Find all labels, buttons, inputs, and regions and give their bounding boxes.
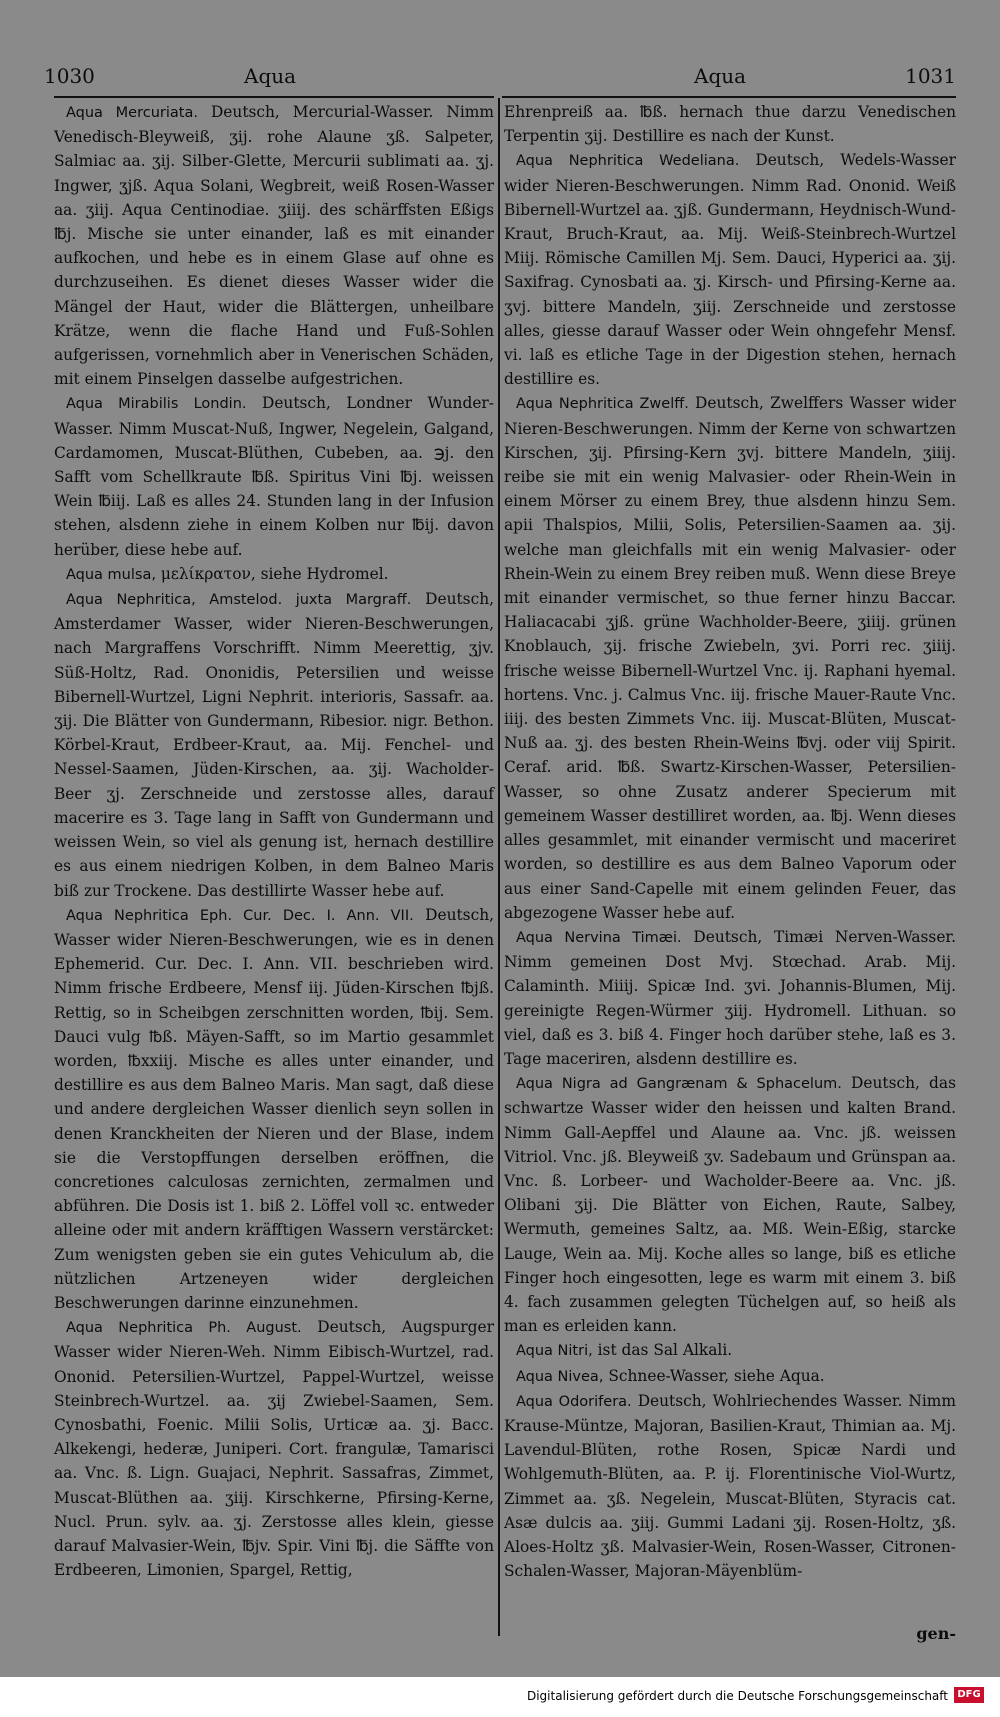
- entry-lemma: Aqua Nephritica Ph. August.: [66, 1320, 302, 1337]
- entry-text: Deutsch, Timæi Nerven-Wasser. Nimm gemeinen Dost Mvj. Stœchad. Arab. Mij. Calaminth. Miiij. Spicæ Ind. ʒvi. Johannis-Blumen, Mij. gereinigte Regen-Würmer ʒiij. Hydromell. Lithuan. so viel, daß es 3. biß 4. Finger hoch darüber stehe, laß es 3. Tage maceriren, alsdenn destillire es.: [504, 927, 956, 1068]
- header-rule-left: [54, 96, 494, 98]
- entry-lemma: Aqua Nigra ad Gangrænam & Sphacelum.: [516, 1076, 842, 1093]
- dictionary-entry: [504, 391, 956, 924]
- entry-lemma: Aqua Mirabilis Londin.: [66, 396, 247, 413]
- entry-lemma: Aqua Nephritica Eph. Cur. Dec. I. Ann. VII.: [66, 907, 414, 924]
- entry-text: Deutsch, Zwelffers Wasser wider Nieren-Beschwerungen. Nimm der Kerne von schwartzen Kirschen, ʒij. Pfirsing-Kern ʒvj. bittere Mandeln, ʒiiij. reibe sie mit ein wenig Malvasier- oder Rhein-Wein in einem Mörser zu einem Brey, thue alsdenn hinzu Sem. apii Thalspios, Milii, Solis, Petersilien-Saamen aa. ʒij. welche man gleichfalls mit ein wenig Malvasier- oder Rhein-Wein zu einem Brey reiben muß. Wenn diese Breye mit einander vermischet, so thue ferner hinzu Baccar. Haliacacabi ʒjß. grüne Wachholder-Beere, ʒiiij. grünen Knoblauch, ʒij. frische Zwiebeln, ʒvi. Porri rec. ʒiiij. frische weisse Bibernell-Wurtzel Vnc. ij. Raphani hyemal. hortens. Vnc. j. Calmus Vnc. iij. frische Mauer-Raute Vnc. iiij. des besten Zimmets Vnc. iij. Muscat-Blüten, Muscat-Nuß aa. ʒj. des besten Rhein-Weins ℔vj. oder viij Spirit. Ceraf. arid. ℔ß. Swartz-Kirschen-Wasser, Petersilien-Wasser, so ohne Zusatz anderer Specierum mit gemeinem Wasser destilliret worden, aa. ℔j. Wenn dieses alles gesammlet, mit einander vermischt und maceriret worden, so destillire es aus dem Balneo Vaporum oder aus einer Sand-Capelle mit einem gelinden Feuer, das abgezogene Wasser hebe auf.: [504, 394, 956, 922]
- dictionary-entry: [504, 1364, 956, 1389]
- dictionary-entry: [54, 903, 494, 1315]
- page-number-left: 1030: [44, 64, 95, 88]
- dictionary-entry: [504, 1389, 956, 1584]
- entry-lemma: Aqua Nivea,: [516, 1368, 604, 1385]
- dictionary-entry: [504, 925, 956, 1071]
- entry-text: Deutsch, Augspurger Wasser wider Nieren-Weh. Nimm Eibisch-Wurtzel, rad. Ononid. Petersilien-Wurtzel, Pappel-Wurtzel, weisse Steinbrech-Wurtzel. aa. ʒij Zwiebel-Saamen, Sem. Cynosbathi, Foenic. Milii Solis, Urticæ aa. ʒj. Bacc. Alkekengi, hederæ, Juniperi. Cort. frangulæ, Tamarisci aa. Vnc. ß. Lign. Guajaci, Nephrit. Sassafras, Zimmet, Muscat-Blüthen aa. ʒiij. Kirschkerne, Pfirsing-Kerne, Nucl. Prun. sylv. aa. ʒj. Zerstosse alles klein, giesse darauf Malvasier-Wein, ℔jv. Spir. Vini ℔j. die Säffte von Erdbeeren, Limonien, Spargel, Rettig,: [54, 1318, 494, 1580]
- entry-text: μελίκρατον, siehe Hydromel.: [160, 564, 389, 583]
- dictionary-entry: [504, 1338, 956, 1363]
- entry-text: Deutsch, Wedels-Wasser wider Nieren-Beschwerungen. Nimm Rad. Ononid. Weiß Bibernell-Wurtzel aa. ʒjß. Gundermann, Heydnisch-Wund-Kraut, Bruch-Kraut, aa. Mij. Weiß-Steinbrech-Wurtzel Miij. Römische Camillen Mj. Sem. Dauci, Hyperici aa. ʒij. Saxifrag. Cynosbati aa. ʒj. Kirsch- und Pfirsing-Kerne aa. ʒvj. bittere Mandeln, ʒiij. Zerschneide und zerstosse alles, giesse darauf Wasser oder Wein ohngefehr Mensf. vi. laß es etliche Tage in der Digestion stehen, hernach destillire es.: [504, 151, 956, 389]
- dfg-logo: DFG: [954, 1687, 984, 1703]
- entry-lemma: Aqua Nervina Timæi.: [516, 929, 682, 946]
- header-rule-right: [502, 96, 956, 98]
- running-head-right: Aqua: [694, 64, 747, 88]
- right-column: [504, 100, 956, 1583]
- dictionary-entry: [54, 1315, 494, 1582]
- entry-text: Deutsch, Mercurial-Wasser. Nimm Venedisch-Bleyweiß, ʒij. rohe Alaune ʒß. Salpeter, Salmiac aa. ʒij. Silber-Glette, Mercurii sublimati aa. ʒj. Ingwer, ʒjß. Aqua Solani, Wegbreit, weiß Rosen-Wasser aa. ʒiij. Aqua Centinodiae. ʒiiij. des schärffsten Eßigs ℔j. Mische sie unter einander, laß es mit einander aufkochen, und hebe es in einem Glase auf ohne es durchzuseihen. Es dienet dieses Wasser wider die Mängel der Haut, wider die Blättergen, unheilbare Krätze, wenn die flache Hand und Fuß-Sohlen aufgerissen, vornehmlich aber in Venerischen Schäden, mit einem Pinselgen dasselbe aufgestrichen.: [54, 103, 494, 389]
- entry-text: Deutsch, Amsterdamer Wasser, wider Nieren-Beschwerungen, nach Margraffens Vorschrifft. Nimm Meerettig, ʒjv. Süß-Holtz, Rad. Ononidis, Petersilien und weisse Bibernell-Wurtzel, Ligni Nephrit. interioris, Sassafr. aa. ʒij. Die Blätter von Gundermann, Ribesior. nigr. Bethon. Körbel-Kraut, Erdbeer-Kraut, aa. Mij. Fenchel- und Nessel-Saamen, Jüden-Kirschen, aa. ʒij. Wacholder-Beer ʒj. Zerschneide und zerstosse alles, darauf macerire es 3. Tage lang in Safft von Gundermann und weissen Wein, so viel als genung ist, hernach destillire es aus einem niedrigen Kolben, in dem Balneo Maris biß zur Trockene. Das destillirte Wasser hebe auf.: [54, 590, 494, 900]
- dictionary-entry: [504, 1071, 956, 1338]
- catchword: gen-: [916, 1624, 956, 1643]
- entry-text: Ehrenpreiß aa. ℔ß. hernach thue darzu Venedischen Terpentin ʒij. Destillire es nach der Kunst.: [504, 103, 956, 146]
- dictionary-entry: [54, 562, 494, 587]
- dictionary-entry: [54, 100, 494, 391]
- running-head-left: Aqua: [244, 64, 297, 88]
- left-column: [54, 100, 494, 1582]
- dictionary-entry: [504, 148, 956, 391]
- entry-text: Deutsch, Wasser wider Nieren-Beschwerungen, wie es in denen Ephemerid. Cur. Dec. I. Ann. VII. beschrieben wird. Nimm frische Erdbeere, Mensf iij. Jüden-Kirschen ℔jß. Rettig, so in Scheibgen zerschnitten worden, ℔ij. Sem. Dauci vulg ℔ß. Mäyen-Safft, so im Martio gesammlet worden, ℔xxiij. Mische es alles unter einander, und destillire es aus dem Balneo Maris. Man sagt, daß diese und andere dergleichen Wasser dienlich seyn sollen in denen Kranckheiten der Nieren und der Blase, indem sie die Verstopffungen derselben eröffnen, die concretiones calculosas zernichten, zermalmen und abführen. Die Dosis ist 1. biß 2. Löffel voll ꝛc. entweder alleine oder mit andern kräfftigen Wassern verstärcket: Zum wenigsten geben sie ein gutes Vehiculum ab, die nützlichen Artzeneyen wider dergleichen Beschwerungen darinne einzunehmen.: [54, 905, 494, 1312]
- entry-lemma: Aqua Nephritica Wedeliana.: [516, 153, 740, 170]
- entry-text: Deutsch, das schwartze Wasser wider den heissen und kalten Brand. Nimm Gall-Aepffel und Alaune aa. Vnc. jß. weissen Vitriol. Vnc. jß. Bleyweiß ʒv. Sadebaum und Grünspan aa. Vnc. ß. Lorbeer- und Wacholder-Beere aa. Vnc. jß. Olibani ʒij. Die Blätter von Eichen, Raute, Salbey, Wermuth, gemeines Saltz, aa. Mß. Wein-Eßig, starcke Lauge, Wein aa. Mij. Koche alles so lange, biß es etliche Finger hoch eingesotten, lege es warm mit einem 3. biß 4. fach zusammen gelegten Tüchelgen auf, so heiß als man es erleiden kann.: [504, 1074, 956, 1336]
- entry-text: Deutsch, Londner Wunder-Wasser. Nimm Muscat-Nuß, Ingwer, Negelein, Galgand, Cardamomen, Muscat-Blüthen, Cubeben, aa. ℈j. den Safft vom Schellkraute ℔ß. Spiritus Vini ℔j. weissen Wein ℔iij. Laß es alles 24. Stunden lang in der Infusion stehen, alsdenn ziehe in einem Kolben nur ℔ij. davon herüber, diese hebe auf.: [54, 394, 494, 559]
- page-number-right: 1031: [905, 64, 956, 88]
- entry-lemma: Aqua Mercuriata.: [66, 105, 198, 121]
- entry-text: Deutsch, Wohlriechendes Wasser. Nimm Krause-Müntze, Majoran, Basilien-Kraut, Thimian aa. Mj. Lavendul-Blüten, rothe Rosen, Spicæ Nardi und Wohlgemuth-Blüten, aa. P. ij. Florentinische Viol-Wurtz, Zimmet aa. ʒß. Negelein, Muscat-Blüten, Styracis cat. Asæ dulcis aa. ʒiij. Gummi Ladani ʒij. Rosen-Holtz, ʒß. Aloes-Holtz ʒß. Malvasier-Wein, Rosen-Wasser, Citronen-Schalen-Wasser, Majoran-Mäyenblüm-: [504, 1391, 956, 1581]
- digitization-footer: [0, 1677, 1000, 1717]
- entry-lemma: Aqua Nephritica, Amstelod. juxta Margraff.: [66, 592, 412, 609]
- entry-text: ist das Sal Alkali.: [597, 1341, 733, 1360]
- dictionary-entry: [504, 100, 956, 148]
- entry-lemma: Aqua Nitri,: [516, 1343, 593, 1360]
- dictionary-entry: [54, 587, 494, 903]
- entry-lemma: Aqua mulsa,: [66, 566, 156, 583]
- running-header: [44, 64, 956, 94]
- dictionary-entry: [54, 391, 494, 561]
- entry-lemma: Aqua Nephritica Zwelff.: [516, 396, 689, 413]
- entry-text: Schnee-Wasser, siehe Aqua.: [608, 1366, 825, 1385]
- column-divider: [498, 98, 500, 1636]
- footer-credit: Digitalisierung gefördert durch die Deutsche Forschungsgemeinschaft: [526, 1689, 948, 1703]
- entry-lemma: Aqua Odorifera.: [516, 1393, 632, 1410]
